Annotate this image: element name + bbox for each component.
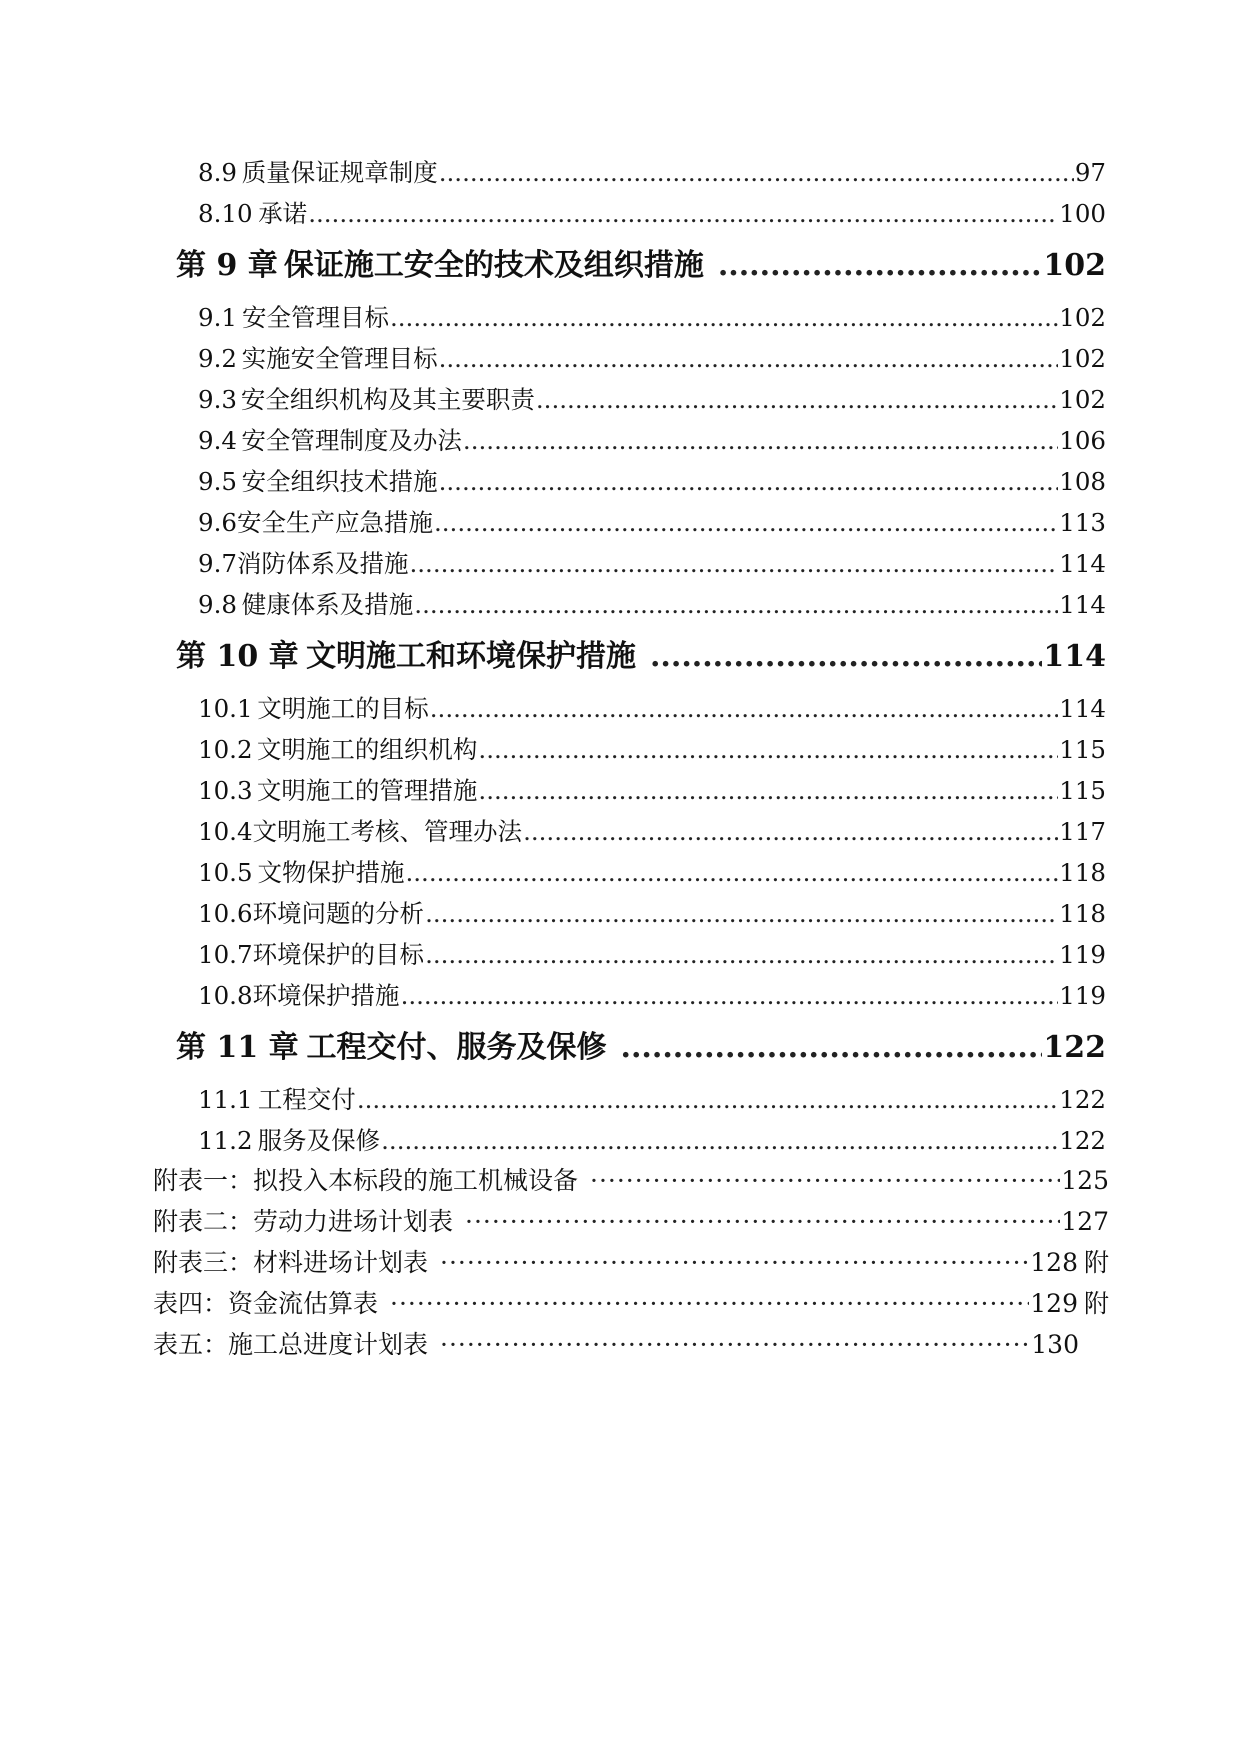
toc-entry-title: 安全组织机构及其主要职责 [240,385,535,414]
toc-entry-number: 10.2 [198,735,253,764]
toc-entry-number: 9.6 [198,508,237,537]
toc-entry-number: 10.4 [198,817,253,846]
leader-dots [357,1082,1058,1118]
toc-entry-title: 实施安全管理目标 [241,344,438,373]
appendix-title: 附表三：材料进场计划表 [153,1248,429,1277]
leader-dots [308,196,1058,232]
toc-entry-title: 质量保证规章制度 [241,158,438,187]
toc-entry[interactable] [198,587,1106,623]
toc-entry-number: 9.3 [198,385,237,414]
toc-entry-title: 安全组织技术措施 [241,467,438,496]
toc-entry[interactable] [198,423,1106,459]
toc-entry-title: 文明施工的组织机构 [256,735,478,764]
appendix-title: 附表一：拟投入本标段的施工机械设备 [153,1166,579,1195]
appendix-title: 表四：资金流估算表 [153,1289,379,1318]
toc-entry-number: 10.8 [198,981,253,1010]
appendix-entry[interactable] [153,1245,1109,1281]
toc-entry-title: 环境问题的分析 [252,899,425,928]
leader-dots [440,1245,1029,1281]
toc-chapter-page: 122 [1043,1030,1106,1065]
toc-entry[interactable] [198,341,1106,377]
appendix-title: 附表二：劳动力进场计划表 [153,1207,454,1236]
toc-entry-number: 11.2 [198,1126,253,1155]
toc-entry-page: 118 [1059,858,1106,887]
leader-dots [523,814,1058,850]
toc-entry-title: 消防体系及措施 [236,549,409,578]
toc-entry[interactable] [198,732,1106,768]
toc-entry-title: 文明施工的管理措施 [256,776,478,805]
leader-dots [650,636,1042,678]
toc-entry-title: 承诺 [258,199,308,228]
toc-entry[interactable] [198,382,1106,418]
toc-entry-page: 118 [1059,899,1106,928]
appendix-page: 127 [1061,1207,1109,1236]
toc-entry-number: 9.8 [198,590,237,619]
toc-entry-number: 9.5 [198,467,237,496]
appendix-page: 130 [1031,1330,1079,1359]
toc-chapter-number: 第 10 章 [176,639,299,674]
toc-entry-page: 102 [1059,344,1106,373]
toc-entry-title: 服务及保修 [257,1126,381,1155]
leader-dots [409,546,1058,582]
toc-entry-page: 106 [1059,426,1106,455]
toc-entry-title: 文明施工考核、管理办法 [252,817,523,846]
toc-entry-page: 122 [1059,1085,1106,1114]
toc-chapter[interactable] [176,245,1106,287]
appendix-page: 125 [1061,1166,1109,1195]
toc-chapter-page: 114 [1043,639,1106,674]
leader-dots [439,155,1074,191]
toc-entry-number: 9.4 [198,426,237,455]
toc-entry-number: 10.1 [198,694,253,723]
toc-entry-page: 119 [1059,940,1106,969]
toc-entry-page: 100 [1059,199,1106,228]
toc-chapter-title: 保证施工安全的技术及组织措施 [283,248,704,283]
toc-entry-title: 健康体系及措施 [241,590,414,619]
toc-entry-page: 117 [1059,817,1106,846]
appendix-entry[interactable] [153,1204,1109,1240]
leader-dots [430,691,1058,727]
toc-entry-page: 102 [1059,385,1106,414]
toc-entry[interactable] [198,300,1106,336]
leader-dots [425,937,1058,973]
toc-entry[interactable] [198,1082,1106,1118]
toc-entry-title: 安全管理目标 [241,303,389,332]
toc-entry[interactable] [198,814,1106,850]
toc-entry-page: 114 [1059,694,1106,723]
toc-entry[interactable] [198,937,1106,973]
toc-entry-number: 10.7 [198,940,253,969]
toc-chapter-page: 102 [1043,248,1106,283]
toc-entry-page: 114 [1059,590,1106,619]
leader-dots [621,1027,1043,1069]
toc-chapter-number: 第 11 章 [176,1030,299,1065]
toc-entry-number: 11.1 [198,1085,253,1114]
toc-entry-page: 122 [1059,1126,1106,1155]
toc-entry[interactable] [198,1123,1106,1159]
toc-chapter[interactable] [176,1027,1106,1069]
leader-dots [390,1286,1029,1322]
leader-dots [440,1327,1030,1363]
appendix-page: 128 [1030,1248,1078,1277]
appendix-title: 表五：施工总进度计划表 [153,1330,429,1359]
toc-entry-number: 9.2 [198,344,237,373]
appendix-entry[interactable] [153,1327,1079,1363]
toc-entry[interactable] [198,978,1106,1014]
appendix-entry[interactable] [153,1286,1109,1322]
leader-dots [590,1163,1060,1199]
toc-entry-number: 9.1 [198,303,237,332]
toc-chapter-title: 工程交付、服务及保修 [306,1030,607,1065]
toc-entry-page: 113 [1059,508,1106,537]
toc-entry-title: 安全管理制度及办法 [241,426,462,455]
toc-entry[interactable] [198,773,1106,809]
appendix-wrap-text: 附 [1083,1248,1109,1277]
toc-entry-page: 115 [1059,776,1106,805]
leader-dots [439,341,1059,377]
toc-entry[interactable] [198,855,1106,891]
appendix-entry[interactable] [153,1163,1109,1199]
toc-entry[interactable] [198,691,1106,727]
toc-entry-title: 工程交付 [257,1085,356,1114]
leader-dots [405,855,1058,891]
toc-entry[interactable] [198,196,1106,232]
toc-entry-number: 8.10 [198,199,253,228]
leader-dots [401,978,1059,1014]
toc-entry[interactable] [198,546,1106,582]
toc-entry[interactable] [198,505,1106,541]
appendix-wrap-text: 附 [1083,1289,1109,1318]
leader-dots [414,587,1058,623]
toc-chapter-title: 文明施工和环境保护措施 [305,639,636,674]
toc-entry-page: 97 [1074,158,1106,187]
toc-entry-title: 文物保护措施 [257,858,405,887]
leader-dots [439,464,1059,500]
toc-chapter[interactable] [176,636,1106,678]
toc-entry-title: 安全生产应急措施 [236,508,433,537]
toc-entry-number: 10.3 [198,776,253,805]
toc-entry-title: 文明施工的目标 [257,694,429,723]
toc-entry-page: 115 [1059,735,1106,764]
leader-dots [465,1204,1060,1240]
toc-entry-number: 10.6 [198,899,253,928]
leader-dots [718,245,1043,287]
toc-entry[interactable] [198,464,1106,500]
toc-entry[interactable] [198,896,1106,932]
toc-entry-page: 114 [1059,549,1106,578]
toc-entry-page: 108 [1059,467,1106,496]
leader-dots [478,773,1058,809]
toc-entry-page: 102 [1059,303,1106,332]
leader-dots [381,1123,1058,1159]
leader-dots [536,382,1058,418]
toc-entry-page: 119 [1059,981,1106,1010]
leader-dots [463,423,1058,459]
appendix-page: 129 [1030,1289,1078,1318]
toc-entry-number: 8.9 [198,158,237,187]
toc-entry-number: 10.5 [198,858,253,887]
leader-dots [478,732,1058,768]
toc-entry[interactable] [198,155,1106,191]
leader-dots [434,505,1058,541]
leader-dots [390,300,1058,336]
toc-chapter-number: 第 9 章 [176,248,278,283]
toc-entry-number: 9.7 [198,549,237,578]
toc-entry-title: 环境保护措施 [252,981,400,1010]
toc-entry-title: 环境保护的目标 [252,940,425,969]
leader-dots [425,896,1058,932]
